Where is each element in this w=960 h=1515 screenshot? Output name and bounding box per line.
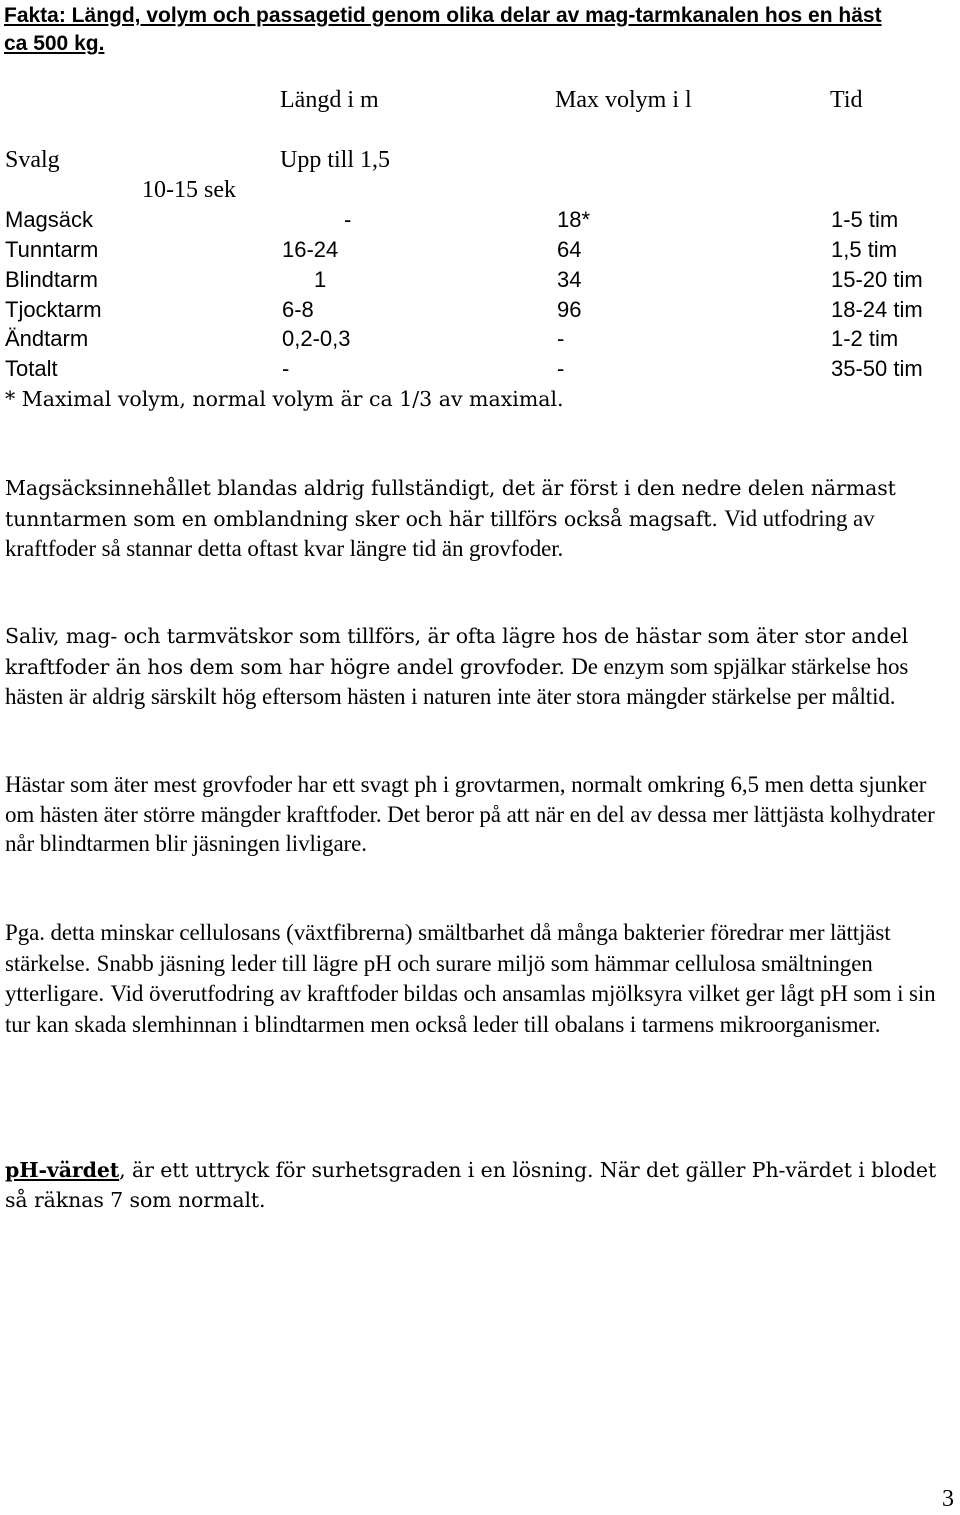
paragraph-ph-definition-text: , är ett uttryck för surhetsgraden i en lösning. När det gäller Ph-värdet i blodet så räknas 7 som normalt. xyxy=(5,1158,937,1212)
table-row-length: 16-24 xyxy=(282,237,339,262)
paragraph-stomach xyxy=(5,474,958,565)
ph-term: pH-värdet xyxy=(5,1158,120,1182)
paragraph-saliva-enzyme-text: De enzym som spjälkar stärkelse hos hästen är aldrig särskilt hög eftersom hästen i naturen inte äter stora mängder stärkelse per måltid. xyxy=(5,653,909,709)
table-footnote: * Maximal volym, normal volym är ca 1/3 av maximal. xyxy=(5,387,564,411)
paragraph-ph-hindgut: Hästar som äter mest grovfoder har ett svagt ph i grovtarmen, normalt omkring 6,5 men detta sjunker om hästen äter större mängder kraftfoder. Det beror på att när en del av dessa mer lättjästa kolhydrater når blindtarmen blir jäsningen livligare. xyxy=(5,772,935,856)
paragraph-stomach-text: Magsäcksinnehållet blandas aldrig fullständigt, det är först i den nedre delen närmast tunntarmen som en omblandning sker och här tillförs också magsaft. xyxy=(5,476,896,531)
document-heading: Fakta: Längd, volym och passagetid genom olika delar av mag-tarmkanalen hos en häst ca 500 kg. xyxy=(4,4,882,55)
paragraph-saliva xyxy=(5,622,958,713)
column-header-volume: Max volym i l xyxy=(555,87,692,113)
table-row-time: 35-50 tim xyxy=(831,356,923,381)
table-row-length: - xyxy=(282,356,290,381)
table-row-length: - xyxy=(344,207,352,232)
table-row-time: 15-20 tim xyxy=(831,267,923,292)
paragraph-saliva-text: Saliv, mag- och tarmvätskor som tillförs, är ofta lägre hos de hästar som äter stor andel kraftfoder än hos dem som har högre andel grovfoder. xyxy=(5,624,909,679)
paragraph-cellulose-text: Pga. detta minskar cellulosans (växtfibrerna) smältbarhet då många bakterier föredrar mer lättjäst stärkelse. xyxy=(5,920,891,976)
table-row-time: 1-5 tim xyxy=(831,207,899,232)
page-number: 3 xyxy=(942,1486,954,1512)
table-row-volume: 96 xyxy=(557,297,582,322)
table-row-volume: 34 xyxy=(557,267,582,292)
table-row-length: 1 xyxy=(314,267,327,292)
column-header-time: Tid xyxy=(830,87,863,113)
paragraph-stomach-feed-text: Vid utfodring av kraftfoder så stannar detta oftast kvar längre tid än grovfoder. xyxy=(5,505,875,561)
table-row-time: 1,5 tim xyxy=(831,237,898,262)
paragraph-cellulose xyxy=(5,918,958,1040)
table-row-volume: - xyxy=(557,356,565,381)
table-row-time: 18-24 tim xyxy=(831,297,923,322)
table-row-organ: Blindtarm xyxy=(5,267,98,292)
table-row-svalg-length: Upp till 1,5 xyxy=(280,147,391,173)
table-row-organ: Ändtarm xyxy=(5,326,89,351)
paragraph-overfeeding-text: Vid överutfodring av kraftfoder bildas och ansamlas mjölksyra vilket ger lågt pH som i sin tur kan skada slemhinnan i blindtarmen men också leder till obalans i tarmens mikroorganismer. xyxy=(5,981,936,1037)
table-row-length: 0,2-0,3 xyxy=(282,326,351,351)
table-row-volume: 18* xyxy=(557,207,591,232)
table-row-volume: - xyxy=(557,326,565,351)
table-row-organ: Tunntarm xyxy=(5,237,99,262)
table-row-svalg-organ: Svalg xyxy=(5,147,60,173)
table-row-organ: Magsäck xyxy=(5,207,94,232)
table-row-length: 6-8 xyxy=(282,297,314,322)
paragraph-ph-definition xyxy=(5,1156,958,1215)
table-row-time: 1-2 tim xyxy=(831,326,899,351)
table-row-svalg-time: 10-15 sek xyxy=(142,177,236,203)
table-row-organ: Tjocktarm xyxy=(5,297,102,322)
table-row-organ: Totalt xyxy=(5,356,58,381)
paragraph-fermentation-text: Snabb jäsning leder till lägre pH och surare miljö som hämmar cellulosa smältningen ytterligare. xyxy=(5,950,873,1006)
column-header-length: Längd i m xyxy=(280,87,379,113)
table-row-volume: 64 xyxy=(557,237,582,262)
